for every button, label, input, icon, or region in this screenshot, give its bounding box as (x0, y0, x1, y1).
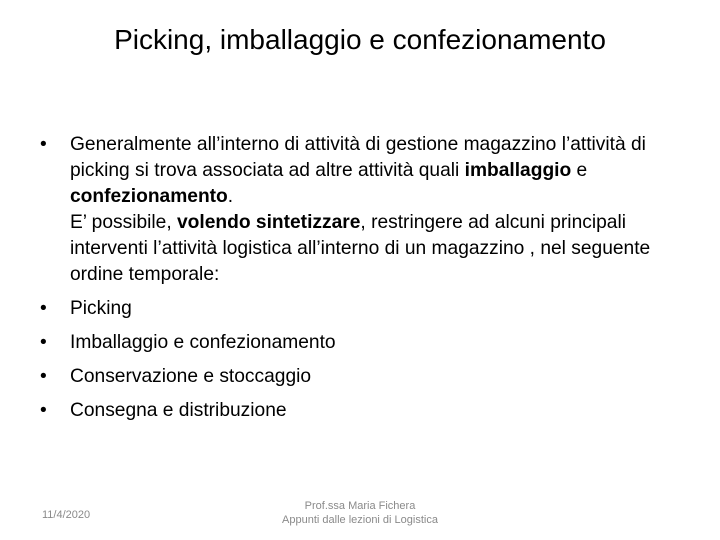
bullet-dot-icon: • (40, 332, 47, 353)
bullet-text: Consegna e distribuzione (70, 400, 287, 421)
footer-course: Appunti dalle lezioni di Logistica (282, 514, 438, 526)
intro-text-part5: , restringere ad alcuni principali interventi l’attività logistica all’interno di un magazzino , nel seguente ordine temporale: (70, 212, 651, 285)
bullet-intro (20, 132, 660, 288)
bullet-dot-icon: • (40, 400, 47, 421)
bullet-dot-icon: • (40, 134, 47, 155)
bullet-dot-icon: • (40, 366, 47, 387)
bullet-imballaggio (20, 330, 660, 356)
intro-text-part2: e (571, 160, 588, 181)
intro-text-part4: E’ possibile, (70, 212, 178, 233)
bullet-conservazione (20, 364, 660, 390)
bullet-text: Imballaggio e confezionamento (70, 332, 336, 353)
bullet-dot-icon: • (40, 298, 47, 319)
slide-title: Picking, imballaggio e confezionamento (114, 24, 606, 55)
bullet-list (20, 132, 660, 432)
bold-imballaggio: imballaggio (464, 160, 572, 181)
footer-date: 11/4/2020 (42, 509, 91, 521)
intro-text-part1: Generalmente all’interno di attività di gestione magazzino l’attività di picking si trova associata ad altre attività quali (70, 134, 646, 181)
bold-confezionamento: confezionamento (70, 186, 228, 207)
footer-author: Prof.ssa Maria Fichera (304, 500, 416, 512)
bullet-text: Picking (70, 298, 132, 319)
intro-text (70, 134, 650, 285)
bold-volendo-sintetizzare: volendo sintetizzare (177, 212, 361, 233)
intro-text-part3: . (227, 186, 234, 207)
bullet-consegna (20, 398, 660, 424)
bullet-picking (20, 296, 660, 322)
bullet-text: Conservazione e stoccaggio (70, 366, 312, 387)
footer-author-course (260, 499, 460, 527)
